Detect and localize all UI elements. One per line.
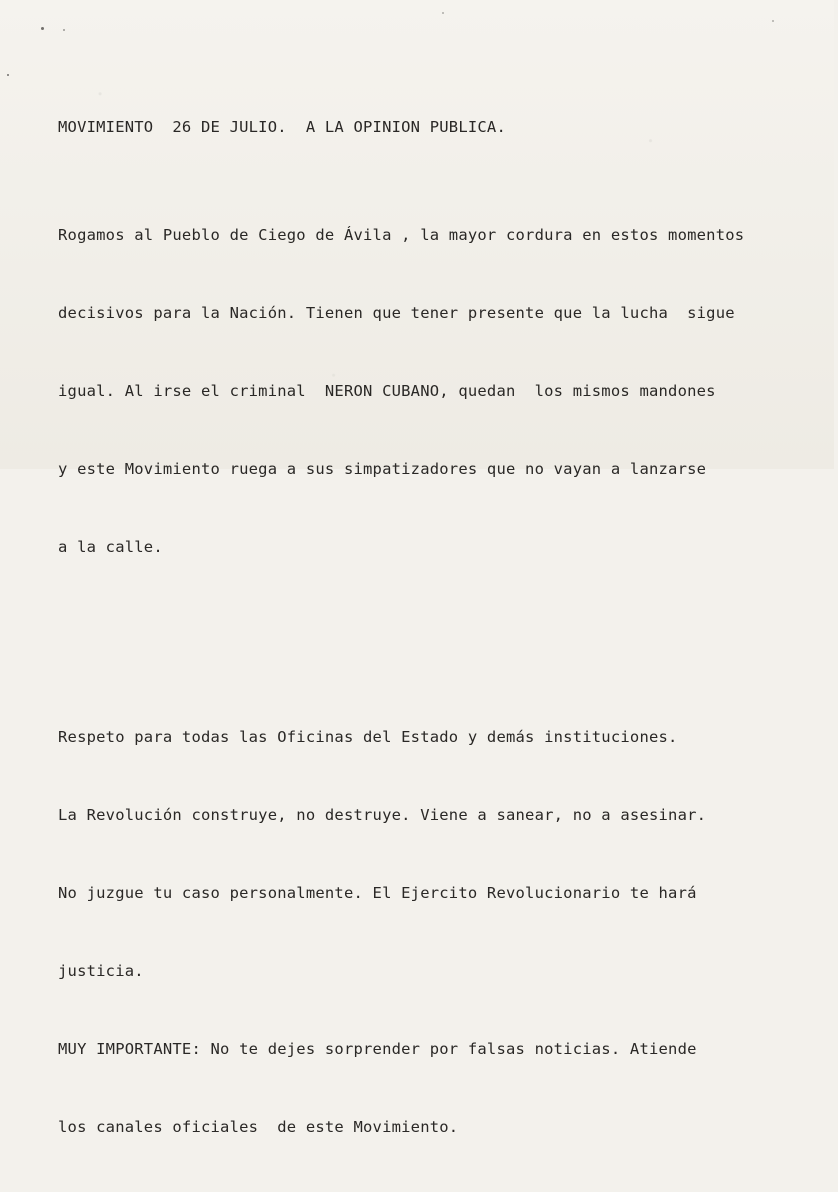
- paragraph-line: justicia.: [58, 962, 144, 980]
- paragraph-line: Rogamos al Pueblo de Ciego de Ávila , la mayor cordura en estos momentos: [58, 226, 745, 244]
- paragraph-line: MUY IMPORTANTE: No te dejes sorprender por falsas noticias. Atiende: [58, 1040, 697, 1058]
- ink-speck: [442, 12, 444, 14]
- document-header: MOVIMIENTO 26 DE JULIO. A LA OPINION PUBLICA.: [58, 118, 506, 136]
- paragraph-line: y este Movimiento ruega a sus simpatizadores que no vayan a lanzarse: [58, 460, 707, 478]
- ink-speck: [63, 29, 65, 31]
- paragraph-line: No juzgue tu caso personalmente. El Ejercito Revolucionario te hará: [58, 884, 697, 902]
- ink-speck: [7, 74, 9, 76]
- paragraph-line: decisivos para la Nación. Tienen que tener presente que la lucha sigue: [58, 304, 735, 322]
- document-body: [58, 62, 838, 1192]
- paragraph-line: Respeto para todas las Oficinas del Estado y demás instituciones.: [58, 728, 678, 746]
- paragraph-line: los canales oficiales de este Movimiento.: [58, 1118, 459, 1136]
- ink-speck: [41, 27, 44, 30]
- paragraph-line: La Revolución construye, no destruye. Viene a sanear, no a asesinar.: [58, 806, 707, 824]
- paragraph-line: a la calle.: [58, 538, 163, 556]
- paragraph-gap: [58, 638, 838, 646]
- paragraph-line: igual. Al irse el criminal NERON CUBANO, quedan los mismos mandones: [58, 382, 716, 400]
- ink-speck: [772, 20, 774, 22]
